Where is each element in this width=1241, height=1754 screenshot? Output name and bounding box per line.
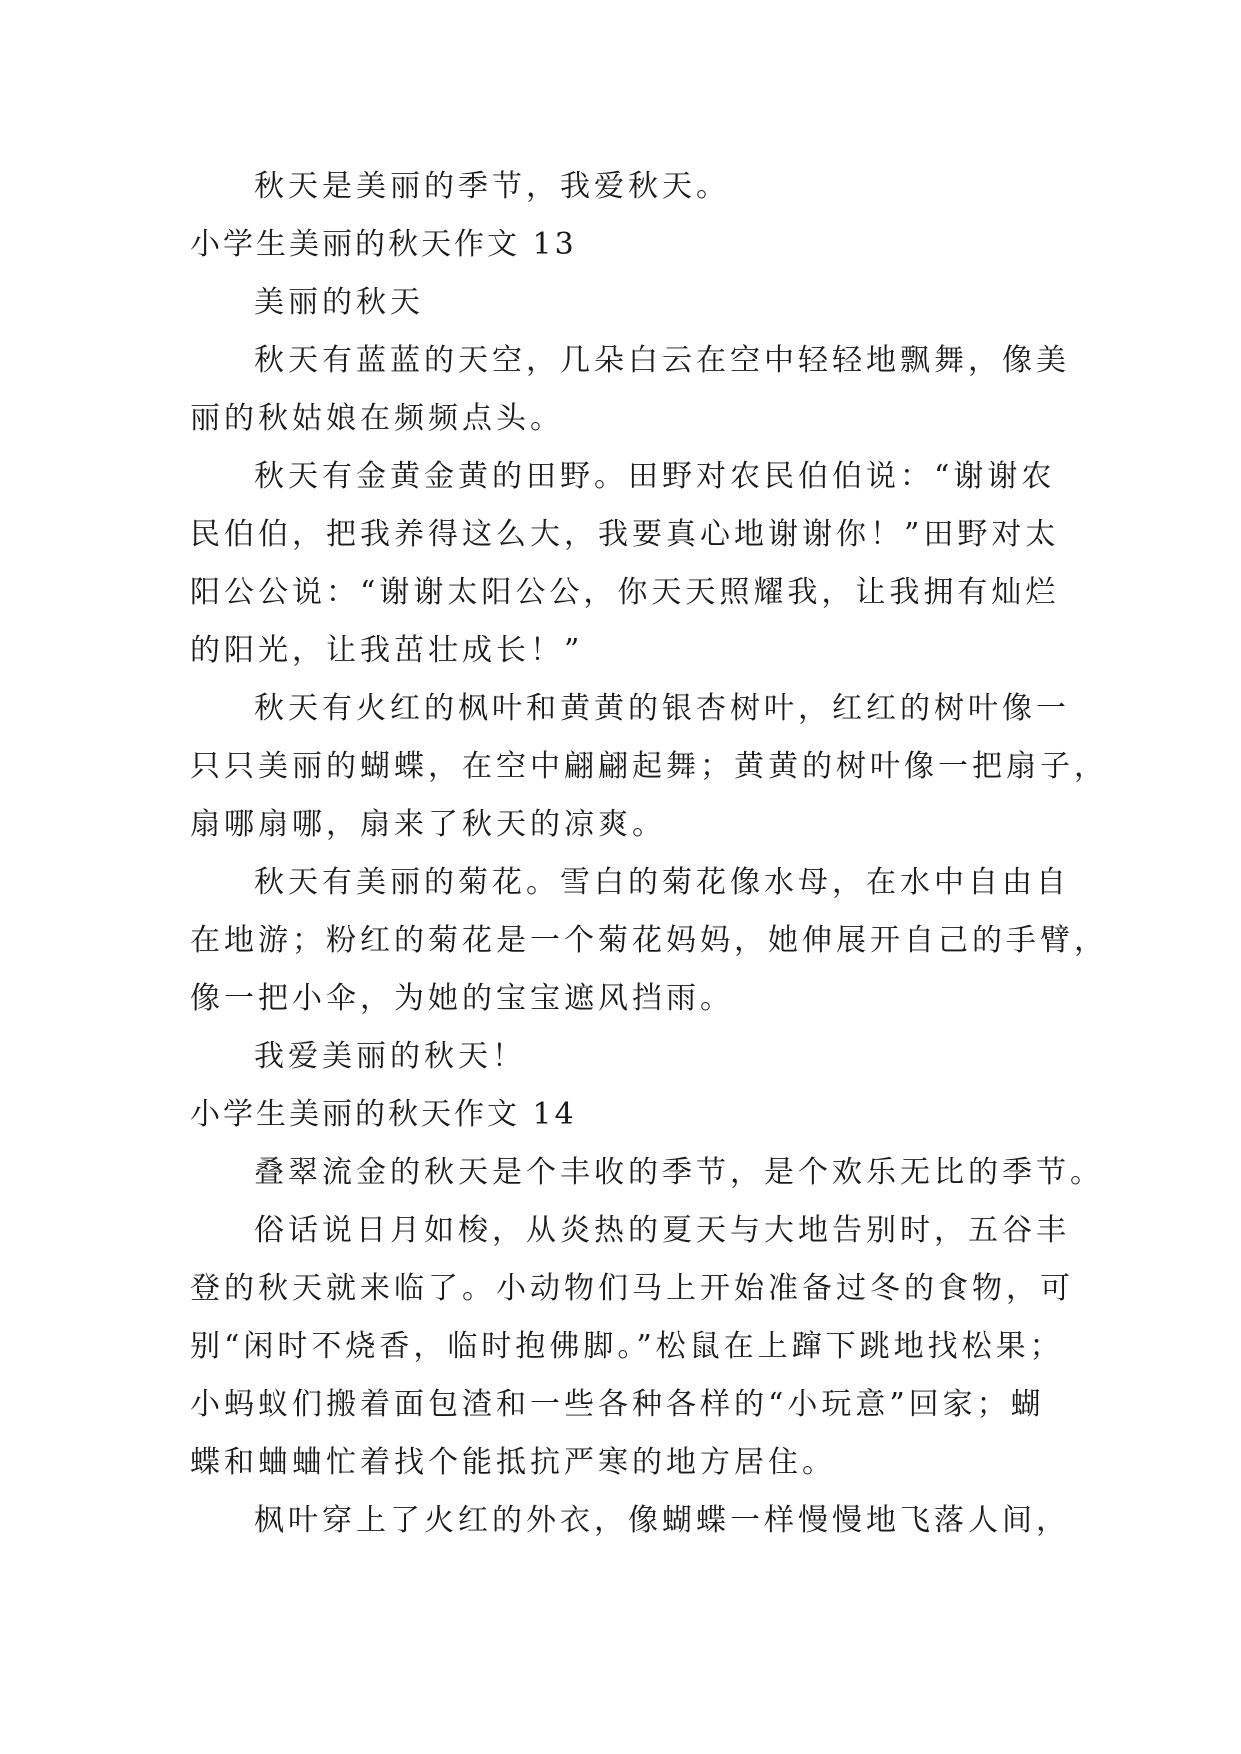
text-line: 秋天有金黄金黄的田野。田野对农民伯伯说：“谢谢农 <box>254 459 1056 494</box>
section-heading: 小学生美丽的秋天作文 13 <box>190 227 577 262</box>
text-line: 蝶和蛐蛐忙着找个能抵抗严寒的地方居住。 <box>190 1445 836 1480</box>
text-line: 只只美丽的蝴蝶，在空中翩翩起舞；黄黄的树叶像一把扇子， <box>190 749 1108 784</box>
text-line: 秋天是美丽的季节，我爱秋天。 <box>254 169 730 204</box>
text-line: 美丽的秋天 <box>254 285 424 320</box>
text-line: 秋天有美丽的菊花。雪白的菊花像水母，在水中自由自 <box>254 865 1070 900</box>
text-line: 扇哪扇哪，扇来了秋天的凉爽。 <box>190 807 666 842</box>
text-line: 的阳光，让我茁壮成长！” <box>190 633 584 668</box>
text-line: 俗话说日月如梭，从炎热的夏天与大地告别时，五谷丰 <box>254 1213 1070 1248</box>
text-line: 别“闲时不烧香，临时抱佛脚。”松鼠在上蹿下跳地找松果； <box>190 1329 1064 1364</box>
text-line: 登的秋天就来临了。小动物们马上开始准备过冬的食物，可 <box>190 1271 1074 1306</box>
text-line: 民伯伯，把我养得这么大，我要真心地谢谢你！”田野对太 <box>190 517 1060 552</box>
section-heading: 小学生美丽的秋天作文 14 <box>190 1097 577 1132</box>
text-line: 叠翠流金的秋天是个丰收的季节，是个欢乐无比的季节。 <box>254 1155 1104 1190</box>
text-line: 秋天有火红的枫叶和黄黄的银杏树叶，红红的树叶像一 <box>254 691 1070 726</box>
text-line: 秋天有蓝蓝的天空，几朵白云在空中轻轻地飘舞，像美 <box>254 343 1070 378</box>
text-line: 在地游；粉红的菊花是一个菊花妈妈，她伸展开自己的手臂， <box>190 923 1108 958</box>
text-line: 丽的秋姑娘在频频点头。 <box>190 401 564 436</box>
text-line: 小蚂蚁们搬着面包渣和一些各种各样的“小玩意”回家；蝴 <box>190 1387 1045 1422</box>
document-body <box>190 158 1108 1550</box>
text-line: 枫叶穿上了火红的外衣，像蝴蝶一样慢慢地飞落人间， <box>254 1503 1070 1538</box>
text-line: 像一把小伞，为她的宝宝遮风挡雨。 <box>190 981 734 1016</box>
text-line: 我爱美丽的秋天！ <box>254 1039 526 1074</box>
text-line: 阳公公说：“谢谢太阳公公，你天天照耀我，让我拥有灿烂 <box>190 575 1060 610</box>
